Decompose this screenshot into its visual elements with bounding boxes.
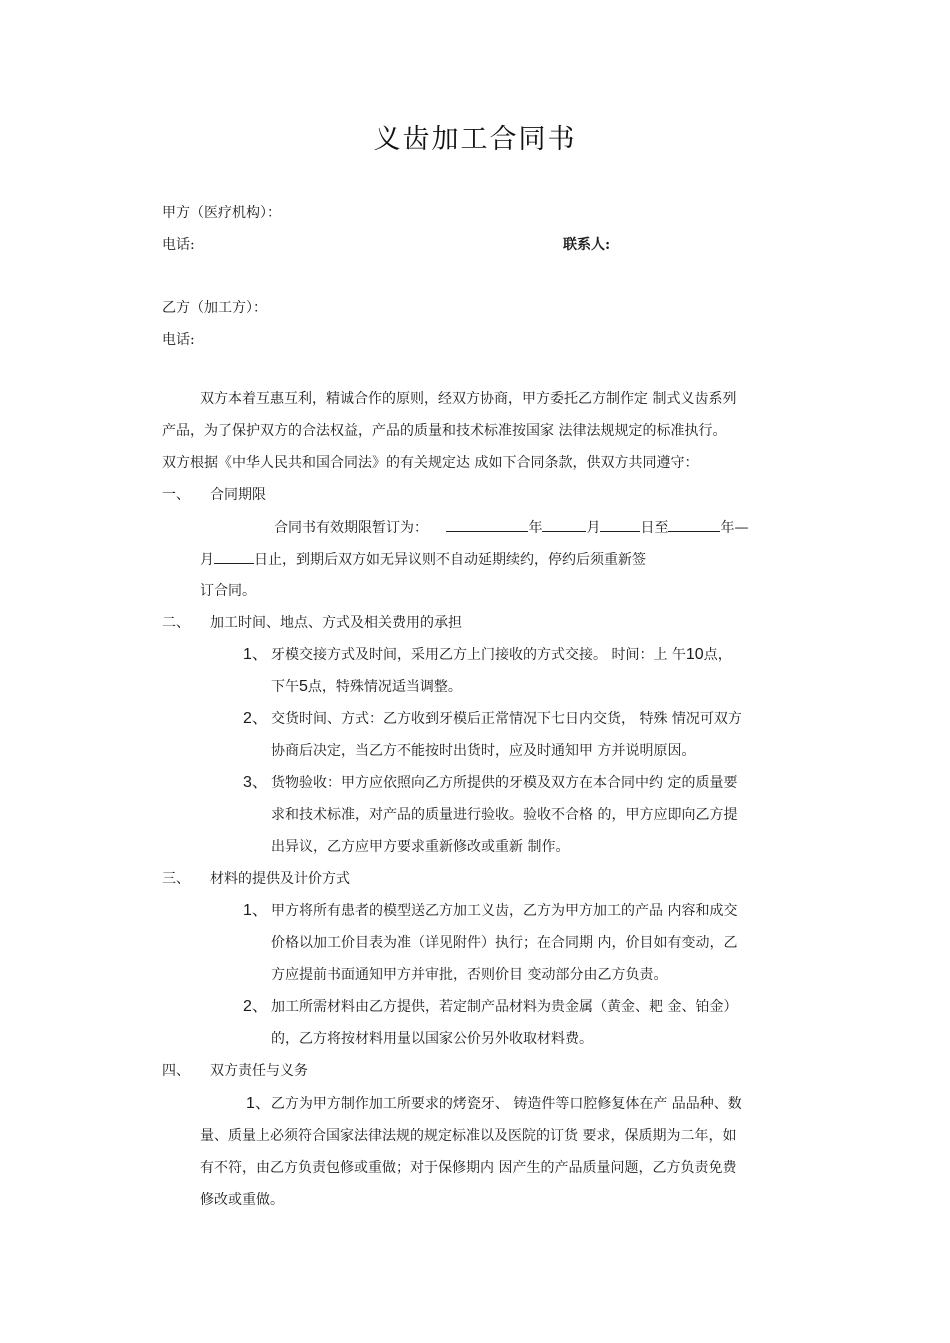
s2-item-2-line-1: 交货时间、方式：乙方收到牙模后正常情况下七日内交货， 特殊 情况可双方 (271, 711, 742, 727)
s3-item-1-number: 1、 (243, 902, 268, 919)
month-label: 月 (586, 520, 601, 536)
section-2-number: 二、 (162, 615, 190, 631)
s4-item-1-line-1 (246, 1094, 742, 1114)
s3-item-1-line-2: 价格以加工价目表为准（详见附件）执行；在合同期 内，价目如有变动，乙 (271, 935, 738, 951)
day-to-label: 日至 (640, 520, 669, 536)
s2-item-3-number: 3、 (243, 774, 268, 791)
s2-item-2-number: 2、 (243, 710, 268, 727)
end-month-label: 月 (200, 552, 214, 568)
s3-item-2-line-2: 的，乙方将按材料用量以国家公价另外收取材料费。 (271, 1031, 593, 1047)
day-blank (600, 517, 640, 532)
term-line-1 (274, 517, 748, 538)
intro-line-3: 双方根据《中华人民共和国合同法》的有关规定达 成如下合同条款，供双方共同遵守： (162, 455, 699, 471)
year-label: 年 (528, 520, 543, 536)
s2-item-1-number: 1、 (243, 646, 268, 663)
s4-item-1-line-1-text: 乙方为甲方制作加工所要求的烤瓷牙、 铸造件等口腔修复体在产 品品种、数 (270, 1096, 742, 1112)
s4-item-1-line-4: 修改或重做。 (200, 1192, 284, 1208)
party-a-contact-label: 联系人: (563, 237, 611, 253)
section-4-heading: 双方责任与义务 (210, 1063, 308, 1079)
section-3-heading: 材料的提供及计价方式 (210, 871, 350, 887)
intro-line-1: 双方本着互惠互利，精诚合作的原则，经双方协商，甲方委托乙方制作定 制式义齿系列 (200, 391, 737, 407)
term-intro-text: 合同书有效期限暂订为： (274, 520, 428, 536)
end-year-blank (668, 517, 720, 532)
section-1-heading: 合同期限 (210, 487, 266, 503)
intro-line-2: 产品，为了保护双方的合法权益，产品的质量和技术标准按国家 法律法规规定的标准执行。 (162, 423, 727, 439)
s2-item-1-line-2-text: 下午 (271, 679, 299, 695)
month-blank (542, 517, 586, 532)
s2-item-1-line-1-end: 点， (703, 647, 732, 663)
s2-item-3-line-2: 求和技术标准，对产品的质量进行验收。验收不合格 的，甲方应即向乙方提 (271, 807, 738, 823)
s2-item-1-line-1 (271, 645, 732, 665)
party-a-label: 甲方（医疗机构）： (162, 205, 281, 221)
s4-item-1-number: 1、 (246, 1095, 271, 1112)
s3-item-2-line-1: 加工所需材料由乙方提供，若定制产品材料为贵金属（黄金、耙 金、铂金） (271, 999, 738, 1015)
time-end-value: 5 (299, 678, 308, 695)
section-1-number: 一、 (162, 487, 190, 503)
s3-item-2-number: 2、 (243, 998, 268, 1015)
party-b-label: 乙方（加工方）： (162, 300, 267, 316)
section-3-number: 三、 (162, 871, 190, 887)
s2-item-3-line-1: 货物验收：甲方应依照向乙方所提供的牙模及双方在本合同中约 定的质量要 (271, 775, 738, 791)
end-year-label: 年— (720, 520, 749, 536)
s2-item-1-line-2 (271, 677, 462, 697)
s4-item-1-line-3: 有不符，由乙方负责包修或重做；对于保修期内 因产生的产品质量问题，乙方负责免费 (200, 1160, 737, 1176)
party-a-phone-label: 电话: (162, 237, 195, 253)
s2-item-3-line-3: 出异议，乙方应甲方要求重新修改或重新 制作。 (271, 839, 570, 855)
year-blank (446, 517, 528, 532)
time-start-value: 10 (685, 646, 704, 663)
end-day-blank (214, 549, 254, 564)
party-b-phone-label: 电话: (162, 332, 195, 348)
s2-item-1-line-1-text: 牙模交接方式及时间，采用乙方上门接收的方式交接。 时间：上 午 (271, 647, 686, 663)
term-line-3: 订合同。 (200, 583, 256, 599)
term-line-2 (200, 549, 646, 570)
term-line-2-text: 日止，到期后双方如无异议则不自动延期续约，停约后须重新签 (254, 552, 646, 568)
s2-item-1-line-2-end: 点，特殊情况适当调整。 (307, 679, 462, 695)
section-2-heading: 加工时间、地点、方式及相关费用的承担 (210, 615, 462, 631)
section-4-number: 四、 (162, 1063, 190, 1079)
s2-item-2-line-2: 协商后决定，当乙方不能按时出货时，应及时通知甲 方并说明原因。 (271, 743, 696, 759)
document-title: 义齿加工合同书 (373, 124, 577, 155)
s4-item-1-line-2: 量、质量上必须符合国家法律法规的规定标准以及医院的订货 要求，保质期为二年，如 (200, 1128, 737, 1144)
s3-item-1-line-1: 甲方将所有患者的模型送乙方加工义齿，乙方为甲方加工的产品 内容和成交 (271, 903, 738, 919)
s3-item-1-line-3: 方应提前书面通知甲方并审批，否则价目 变动部分由乙方负责。 (271, 967, 668, 983)
